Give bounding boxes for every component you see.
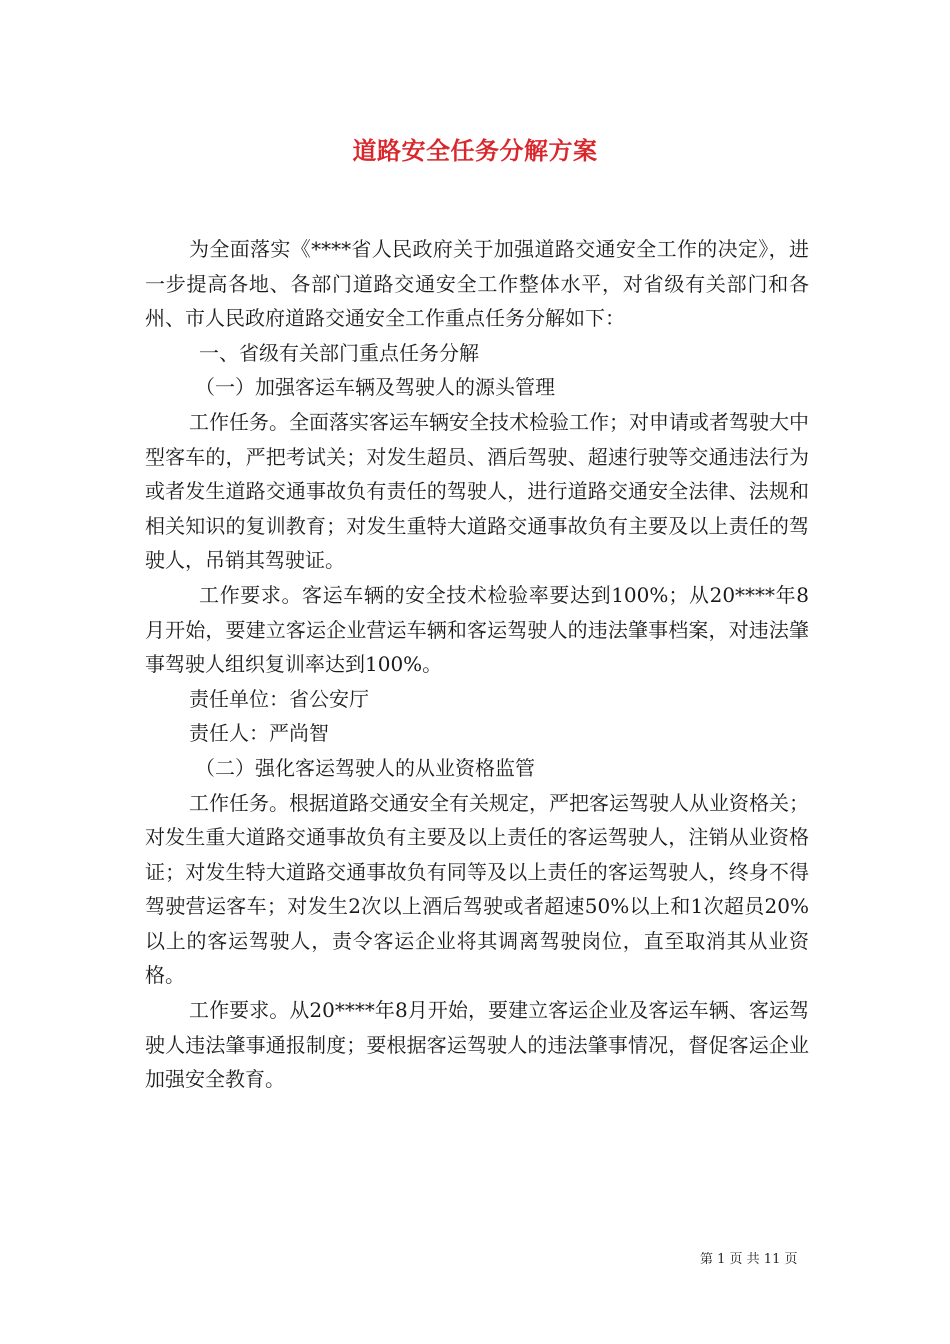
subsection-heading: （一）加强客运车辆及驾驶人的源头管理 xyxy=(195,375,555,400)
intro-paragraph: 为全面落实《****省人民政府关于加强道路交通安全工作的决定》，进一步提高各地、各部门道路交通安全工作整体水平，对省级有关部门和各州、市人民政府道路交通安全工作重点任务分解如下： xyxy=(145,237,809,331)
requirement-paragraph: 工作要求。客运车辆的安全技术检验率要达到100%；从20****年8月开始，要建立客运企业营运车辆和客运驾驶人的违法肇事档案，对违法肇事驾驶人组织复训率达到100%。 xyxy=(145,582,809,677)
task-paragraph: 工作任务。全面落实客运车辆安全技术检验工作；对申请或者驾驶大中型客车的，严把考试关；对发生超员、酒后驾驶、超速行驶等交通违法行为或者发生道路交通事故负有责任的驾驶人，进行道路交通安全法律、法规和相关知识的复训教育；对发生重特大道路交通事故负有主要及以上责任的驾驶人，吊销其驾驶证。 xyxy=(145,409,809,573)
responsible-person: 责任人：严尚智 xyxy=(189,721,329,746)
section-heading: 一、省级有关部门重点任务分解 xyxy=(199,340,479,365)
task-paragraph: 工作任务。根据道路交通安全有关规定，严把客运驾驶人从业资格关；对发生重大道路交通事故负有主要及以上责任的客运驾驶人，注销从业资格证；对发生特大道路交通事故负有同等及以上责任的客运驾驶人，终身不得驾驶营运客车；对发生2次以上酒后驾驶或者超速50%以上和1次超员20%以上的客运驾驶人，责令客运企业将其调离驾驶岗位，直至取消其从业资格。 xyxy=(145,790,809,988)
subsection-heading: （二）强化客运驾驶人的从业资格监管 xyxy=(195,755,535,780)
page-number: 第 1 页 共 11 页 xyxy=(700,1252,798,1267)
document-title: 道路安全任务分解方案 xyxy=(352,136,598,165)
document-body xyxy=(145,232,809,1097)
requirement-paragraph: 工作要求。从20****年8月开始，要建立客运企业及客运车辆、客运驾驶人违法肇事通报制度；要根据客运驾驶人的违法肇事情况，督促客运企业加强安全教育。 xyxy=(145,998,809,1092)
responsible-unit: 责任单位：省公安厅 xyxy=(189,686,369,711)
